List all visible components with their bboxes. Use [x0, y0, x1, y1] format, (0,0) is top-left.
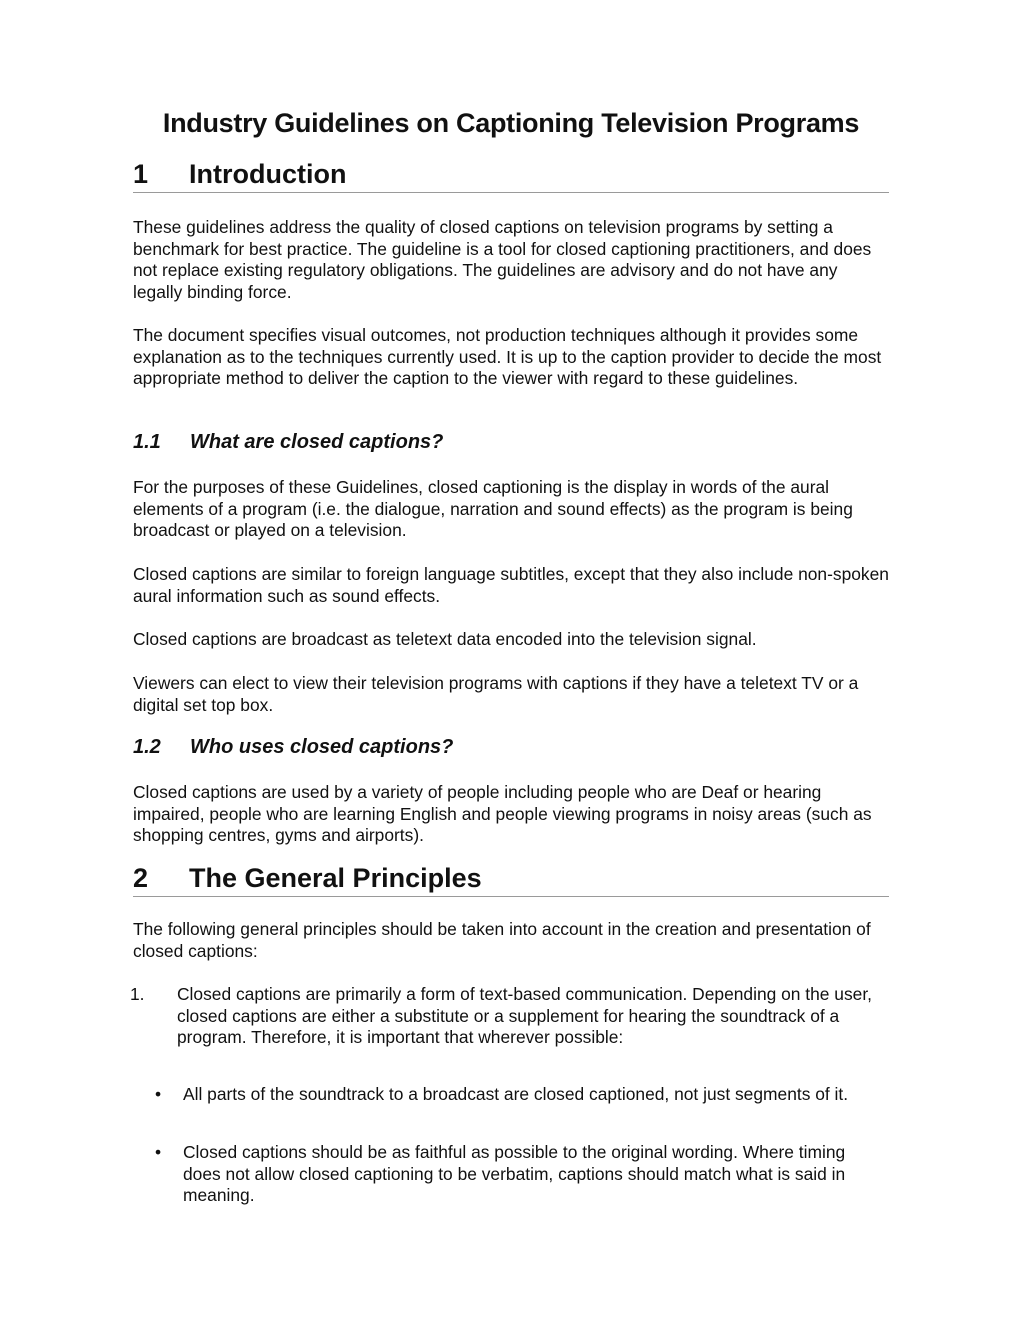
paragraph: For the purposes of these Guidelines, closed captioning is the display in words of the aural elements of a program (i.e. the dialogue, narration and sound effects) as the program is being broadcast or played on a television.: [133, 477, 853, 541]
document-title: Industry Guidelines on Captioning Television Programs: [162, 108, 860, 138]
bullet-text: All parts of the soundtrack to a broadcast are closed captioned, not just segments of it.: [183, 1084, 849, 1104]
subsection-number: 1.1: [133, 431, 161, 453]
subsection-title: What are closed captions?: [190, 431, 444, 453]
paragraph: The following general principles should be taken into account in the creation and presentation of closed captions:: [133, 919, 871, 961]
bullet-text: Closed captions should be as faithful as possible to the original wording. Where timing does not allow closed captioning to be verbatim, captions should match what is said in meaning.: [183, 1142, 846, 1206]
bullet-item: [155, 1142, 885, 1207]
section-number: 2: [133, 863, 149, 893]
paragraph: The document specifies visual outcomes, not production techniques although it provides some explanation as to the techniques currently used. It is up to the caption provider to decide the most appropriate method to deliver the caption to the viewer with regard to these guidelines.: [133, 325, 882, 389]
bullet-item: [155, 1084, 885, 1106]
bullet-icon: •: [155, 1142, 162, 1162]
paragraph: Closed captions are used by a variety of people including people who are Deaf or hearing impaired, people who are learning English and people viewing programs in noisy areas (such as shopping centres, gyms and airports).: [133, 782, 872, 846]
bullet-icon: •: [155, 1084, 162, 1104]
section-heading-introduction: [133, 159, 889, 193]
paragraph: Viewers can elect to view their television programs with captions if they have a teletext TV or a digital set top box.: [133, 673, 859, 715]
subsection-heading-who-uses-closed-captions: [133, 736, 453, 759]
paragraph: These guidelines address the quality of closed captions on television programs by setting a benchmark for best practice. The guideline is a tool for closed captioning practitioners, and does not replace existing regulatory obligations. The guidelines are advisory and do not have any legally binding force.: [133, 217, 872, 303]
paragraph: Closed captions are broadcast as teletext data encoded into the television signal.: [133, 629, 757, 649]
section-title: Introduction: [189, 159, 347, 189]
subsection-number: 1.2: [133, 736, 161, 758]
paragraph: Closed captions are similar to foreign language subtitles, except that they also include non-spoken aural information such as sound effects.: [133, 564, 889, 606]
numbered-list-item: [130, 984, 890, 1049]
section-number: 1: [133, 159, 149, 189]
section-heading-general-principles: [133, 863, 889, 897]
subsection-heading-what-are-closed-captions: [133, 431, 443, 454]
list-marker: 1.: [130, 984, 145, 1004]
subsection-title: Who uses closed captions?: [190, 736, 454, 758]
list-item-text: Closed captions are primarily a form of text-based communication. Depending on the user, closed captions are either a substitute or a supplement for hearing the soundtrack of a program. Therefore, it is important that wherever possible:: [177, 984, 873, 1048]
section-title: The General Principles: [189, 863, 482, 893]
